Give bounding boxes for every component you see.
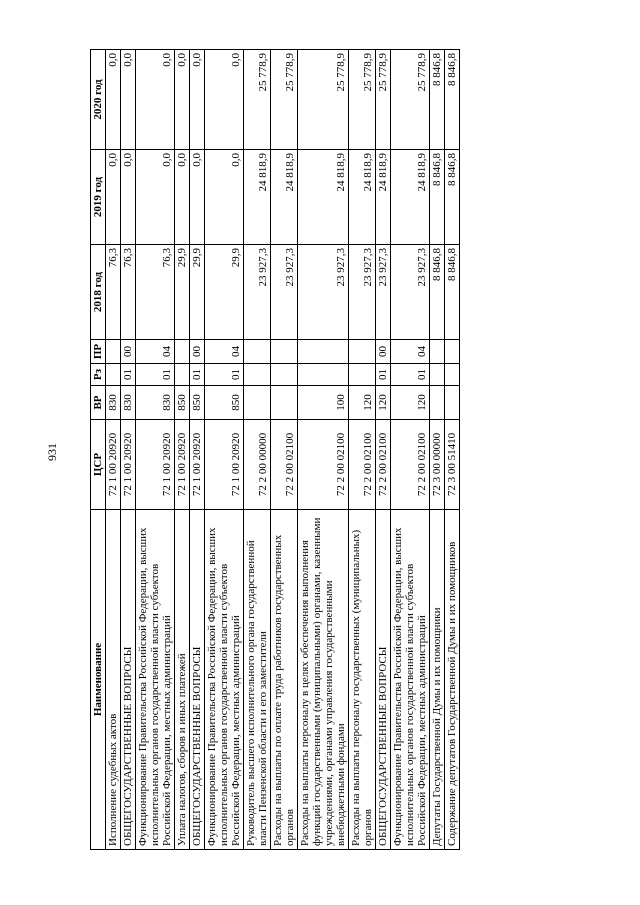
cell-2020: 25 778,9 [271, 50, 298, 150]
header-csr: ЦСР [91, 420, 106, 510]
header-2019: 2019 год [91, 150, 106, 245]
table-row [190, 50, 205, 850]
cell-2019: 24 818,9 [244, 150, 271, 245]
cell-name: Расходы на выплаты по оплате труда работников государственных органов [271, 510, 298, 850]
page-number: 931 [45, 443, 59, 461]
cell-rz: 01 [391, 364, 430, 386]
cell-2020: 0,0 [175, 50, 190, 150]
cell-name: Функционирование Правительства Российской Федерации, высших исполнительных органов государственной власти субъектов Российской Федерации, местных администраций [136, 510, 175, 850]
header-vr: ВР [91, 386, 106, 420]
cell-2018: 23 927,3 [244, 245, 271, 340]
cell-name: ОБЩЕГОСУДАРСТВЕННЫЕ ВОПРОСЫ [121, 510, 136, 850]
cell-2020: 0,0 [121, 50, 136, 150]
cell-csr: 72 2 00 02100 [271, 420, 298, 510]
cell-2019: 24 818,9 [349, 150, 376, 245]
cell-vr: 120 [376, 386, 391, 420]
cell-2020: 25 778,9 [244, 50, 271, 150]
cell-2019: 24 818,9 [391, 150, 430, 245]
cell-vr: 830 [106, 386, 121, 420]
cell-csr: 72 2 00 00000 [244, 420, 271, 510]
cell-2018: 23 927,3 [271, 245, 298, 340]
cell-name: ОБЩЕГОСУДАРСТВЕННЫЕ ВОПРОСЫ [376, 510, 391, 850]
cell-pr [349, 340, 376, 364]
cell-vr: 850 [190, 386, 205, 420]
cell-pr [298, 340, 349, 364]
cell-csr: 72 1 00 20920 [136, 420, 175, 510]
cell-name: Функционирование Правительства Российской Федерации, высших исполнительных органов государственной власти субъектов Российской Федерации, местных администраций [391, 510, 430, 850]
cell-2019: 24 818,9 [298, 150, 349, 245]
table-header-row [91, 50, 106, 850]
table-row [430, 50, 445, 850]
cell-name: Руководитель высшего исполнительного органа государственной власти Пензенской области и его заместители [244, 510, 271, 850]
table-row [244, 50, 271, 850]
cell-csr: 72 1 00 20920 [190, 420, 205, 510]
cell-vr: 830 [121, 386, 136, 420]
cell-pr [175, 340, 190, 364]
cell-pr: 00 [121, 340, 136, 364]
cell-2019: 0,0 [190, 150, 205, 245]
cell-pr: 04 [391, 340, 430, 364]
cell-rz [349, 364, 376, 386]
cell-csr: 72 2 00 02100 [391, 420, 430, 510]
cell-2018: 76,3 [106, 245, 121, 340]
cell-2020: 8 846,8 [445, 50, 460, 150]
cell-2020: 25 778,9 [391, 50, 430, 150]
cell-vr [445, 386, 460, 420]
table-row [136, 50, 175, 850]
cell-vr [244, 386, 271, 420]
cell-rz [175, 364, 190, 386]
cell-vr: 850 [175, 386, 190, 420]
cell-rz: 01 [136, 364, 175, 386]
cell-csr: 72 3 00 00000 [430, 420, 445, 510]
cell-2018: 8 846,8 [430, 245, 445, 340]
cell-csr: 72 1 00 20920 [175, 420, 190, 510]
cell-name: ОБЩЕГОСУДАРСТВЕННЫЕ ВОПРОСЫ [190, 510, 205, 850]
cell-2019: 24 818,9 [376, 150, 391, 245]
table-row [175, 50, 190, 850]
cell-2018: 23 927,3 [298, 245, 349, 340]
cell-csr: 72 1 00 20920 [205, 420, 244, 510]
cell-2019: 0,0 [106, 150, 121, 245]
cell-2019: 0,0 [205, 150, 244, 245]
cell-2020: 0,0 [136, 50, 175, 150]
cell-name: Уплата налогов, сборов и иных платежей [175, 510, 190, 850]
cell-2018: 29,9 [205, 245, 244, 340]
cell-2018: 76,3 [136, 245, 175, 340]
header-2020: 2020 год [91, 50, 106, 150]
table-row [106, 50, 121, 850]
cell-pr [271, 340, 298, 364]
cell-rz [445, 364, 460, 386]
cell-2020: 25 778,9 [376, 50, 391, 150]
table-row [376, 50, 391, 850]
cell-2018: 76,3 [121, 245, 136, 340]
cell-pr [430, 340, 445, 364]
cell-rz: 01 [376, 364, 391, 386]
table-row [271, 50, 298, 850]
cell-csr: 72 2 00 02100 [298, 420, 349, 510]
cell-2018: 29,9 [190, 245, 205, 340]
cell-2020: 0,0 [106, 50, 121, 150]
cell-pr [106, 340, 121, 364]
table-row [445, 50, 460, 850]
cell-2019: 24 818,9 [271, 150, 298, 245]
cell-rz [106, 364, 121, 386]
cell-rz: 01 [205, 364, 244, 386]
cell-rz: 01 [190, 364, 205, 386]
cell-vr: 120 [391, 386, 430, 420]
cell-name: Депутаты Государственной Думы и их помощники [430, 510, 445, 850]
cell-name: Функционирование Правительства Российской Федерации, высших исполнительных органов государственной власти субъектов Российской Федерации, местных администраций [205, 510, 244, 850]
cell-vr: 850 [205, 386, 244, 420]
cell-csr: 72 1 00 20920 [106, 420, 121, 510]
cell-2020: 25 778,9 [298, 50, 349, 150]
cell-2019: 8 846,8 [445, 150, 460, 245]
cell-2020: 0,0 [190, 50, 205, 150]
cell-vr: 120 [349, 386, 376, 420]
budget-table [90, 49, 460, 850]
table-row [298, 50, 349, 850]
cell-pr [244, 340, 271, 364]
cell-2020: 0,0 [205, 50, 244, 150]
cell-2018: 23 927,3 [349, 245, 376, 340]
cell-vr [271, 386, 298, 420]
cell-csr: 72 2 00 02100 [349, 420, 376, 510]
cell-csr: 72 3 00 51410 [445, 420, 460, 510]
cell-pr: 04 [136, 340, 175, 364]
cell-rz [271, 364, 298, 386]
cell-rz [244, 364, 271, 386]
cell-2018: 23 927,3 [376, 245, 391, 340]
cell-pr: 00 [376, 340, 391, 364]
cell-csr: 72 2 00 02100 [376, 420, 391, 510]
cell-vr: 830 [136, 386, 175, 420]
cell-name: Содержание депутатов Государственной Думы и их помощников [445, 510, 460, 850]
cell-vr [430, 386, 445, 420]
cell-2018: 23 927,3 [391, 245, 430, 340]
header-pr: ПР [91, 340, 106, 364]
cell-2019: 8 846,8 [430, 150, 445, 245]
cell-2020: 25 778,9 [349, 50, 376, 150]
cell-pr: 00 [190, 340, 205, 364]
cell-pr [445, 340, 460, 364]
cell-rz [298, 364, 349, 386]
cell-rz [430, 364, 445, 386]
cell-2018: 29,9 [175, 245, 190, 340]
cell-2018: 8 846,8 [445, 245, 460, 340]
table-row [391, 50, 430, 850]
cell-vr: 100 [298, 386, 349, 420]
header-rz: Рз [91, 364, 106, 386]
budget-table-container [90, 50, 510, 850]
cell-name: Расходы на выплаты персоналу государственных (муниципальных) органов [349, 510, 376, 850]
cell-2019: 0,0 [136, 150, 175, 245]
cell-csr: 72 1 00 20920 [121, 420, 136, 510]
table-row [349, 50, 376, 850]
cell-name: Исполнение судебных актов [106, 510, 121, 850]
cell-name: Расходы на выплаты персоналу в целях обеспечения выполнения функций государственными (муниципальными) органами, казенными учреждениями, органами управления государственными внебюджетными фондами [298, 510, 349, 850]
cell-rz: 01 [121, 364, 136, 386]
cell-2019: 0,0 [121, 150, 136, 245]
cell-2019: 0,0 [175, 150, 190, 245]
cell-2020: 8 846,8 [430, 50, 445, 150]
table-row [121, 50, 136, 850]
cell-pr: 04 [205, 340, 244, 364]
table-row [205, 50, 244, 850]
header-2018: 2018 год [91, 245, 106, 340]
header-name: Наименование [91, 510, 106, 850]
